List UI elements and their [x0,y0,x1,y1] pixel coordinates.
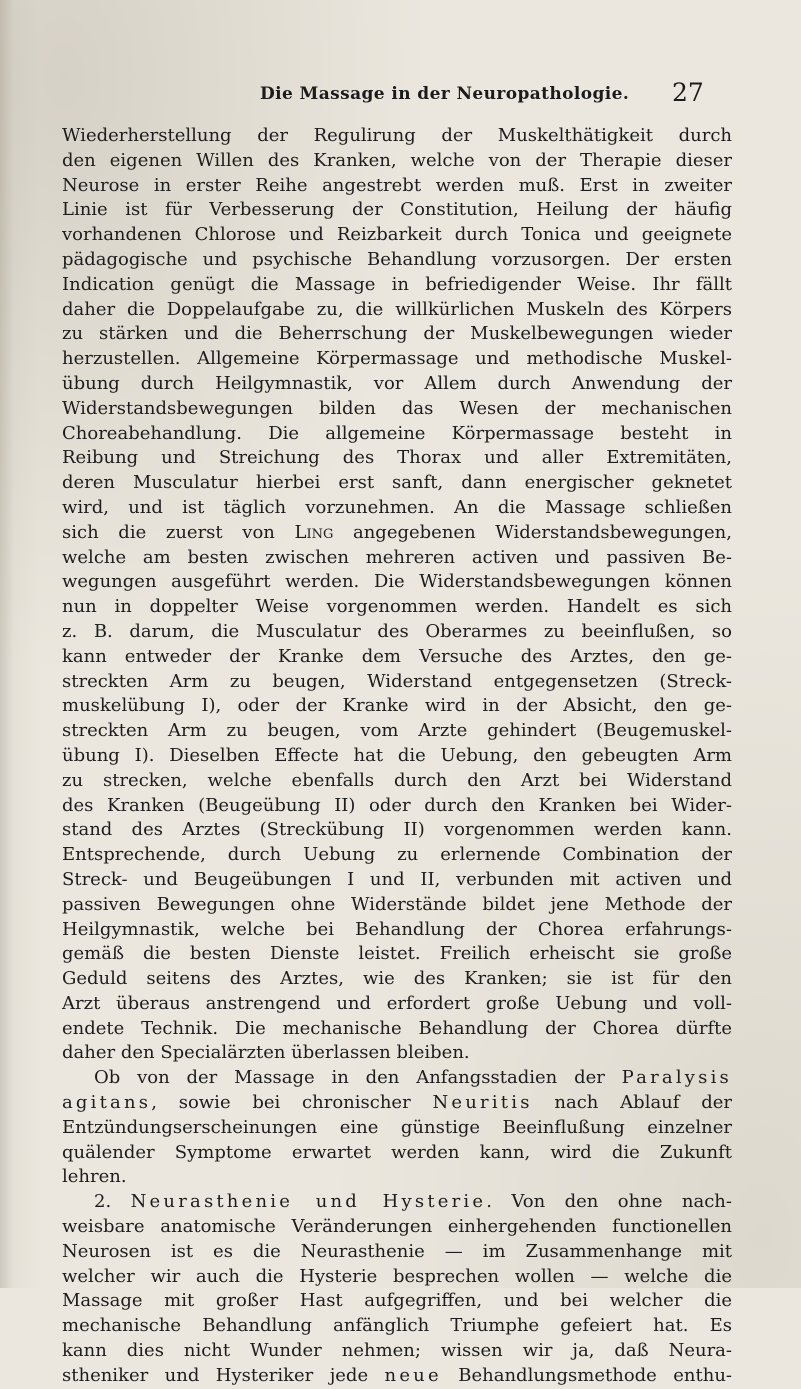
text-line: kann entweder der Kranke dem Versuche des Arztes, den ge- [62,645,732,667]
text-segment: stheniker und Hysteriker jede [62,1364,385,1386]
text-line: herzustellen. Allgemeine Körpermassage und methodische Muskel- [62,348,732,370]
text-line: kann dies nicht Wunder nehmen; wissen wir ja, daß Neura- [62,1340,732,1362]
text-line-agitans [62,1091,732,1116]
text-line: gemäß die besten Dienste leistet. Freilich erheischt sie große [62,943,732,965]
text-line: Linie ist für Verbesserung der Constitution, Heilung der häufig [62,199,732,221]
paragraph-end-line: lehren. [62,1166,127,1188]
text-line: Reibung und Streichung des Thorax und aller Extremitäten, [62,447,732,469]
text-line: den eigenen Willen des Kranken, welche von der Therapie dieser [62,149,732,171]
section-heading-line [62,1190,732,1215]
text-line: vorhandenen Chlorose und Reizbarkeit durch Tonica und geeignete [62,224,732,246]
text-line: des Kranken (Beugeübung II) oder durch den Kranken bei Wider- [62,794,732,816]
text-line: zu stärken und die Beherrschung der Muskelbewegungen wieder [62,323,732,345]
text-line: Wiederherstellung der Regulirung der Muskelthätigkeit durch [62,125,732,146]
text-line: übung durch Heilgymnastik, vor Allem durch Anwendung der [62,372,732,394]
text-segment: angegebenen Widerstandsbewegungen, [333,521,732,543]
text-line: endete Technik. Die mechanische Behandlung der Chorea dürfte [62,1017,732,1039]
text-line: Heilgymnastik, welche bei Behandlung der Chorea erfahrungs- [62,918,732,940]
text-line-neue [62,1364,732,1389]
text-line: streckten Arm zu beugen, Widerstand entgegensetzen (Streck- [62,670,732,692]
text-line: nun in doppelter Weise vorgenommen werden. Handelt es sich [62,596,732,618]
text-line: übung I). Dieselben Effecte hat die Uebung, den gebeugten Arm [62,744,732,766]
text-line: pädagogische und psychische Behandlung vorzusorgen. Der ersten [62,248,732,270]
text-line: welcher wir auch die Hysterie besprechen wollen — welche die [62,1265,732,1287]
text-line: Indication genügt die Massage in befriedigender Weise. Ihr fällt [62,273,732,295]
text-line: passiven Bewegungen ohne Widerstände bildet jene Methode der [62,893,732,915]
running-title: Die Massage in der Neuropathologie. [260,84,630,104]
text-segment: . Von den ohne nach- [486,1191,732,1213]
text-segment: nach Ablauf der [532,1092,732,1114]
text-line: Arzt überaus anstrengend und erfordert große Uebung und voll- [62,992,732,1014]
term-paralysis: Paralysis [621,1067,732,1089]
body-text [62,124,732,1389]
text-line-ling [62,521,732,546]
text-line: welche am besten zwischen mehreren activen und passiven Be- [62,546,732,568]
author-name-ling: Ling [294,521,334,543]
text-segment: , sowie bei chronischer [151,1092,433,1114]
section-title: Neurasthenie und Hysterie [130,1191,487,1213]
page-header [0,78,801,114]
text-line: Streck- und Beugeübungen I und II, verbunden mit activen und [62,868,732,890]
term-neue: neue [384,1364,442,1386]
text-line: Neurosen ist es die Neurasthenie — im Zusammenhange mit [62,1240,732,1262]
text-line: Massage mit großer Hast aufgegriffen, und bei welcher die [62,1290,732,1312]
text-segment: Behandlungsmethode enthu- [441,1364,732,1386]
text-line: muskelübung I), oder der Kranke wird in der Absicht, den ge- [62,695,732,717]
text-line: Neurose in erster Reihe angestrebt werden muß. Erst in zweiter [62,174,732,196]
text-line: mechanische Behandlung anfänglich Triumphe gefeiert hat. Es [62,1315,732,1337]
text-line: daher die Doppelaufgabe zu, die willkürlichen Muskeln des Körpers [62,298,732,320]
text-line: weisbare anatomische Veränderungen einhergehenden functionellen [62,1216,732,1238]
text-line: Choreabehandlung. Die allgemeine Körpermassage besteht in [62,422,732,444]
page-number: 27 [672,78,704,107]
text-line: Geduld seitens des Arztes, wie des Kranken; sie ist für den [62,968,732,990]
text-line: wird, und ist täglich vorzunehmen. An die Massage schließen [62,496,732,518]
text-line: streckten Arm zu beugen, vom Arzte gehindert (Beugemuskel- [62,720,732,742]
text-line: Widerstandsbewegungen bilden das Wesen der mechanischen [62,397,732,419]
text-line: deren Musculatur hierbei erst sanft, dann energischer geknetet [62,472,732,494]
text-line-paralysis [62,1066,732,1091]
text-segment: Ob von der Massage in den Anfangsstadien der [94,1067,622,1089]
text-line: quälender Symptome erwartet werden kann, wird die Zukunft [62,1141,732,1163]
term-neuritis: Neuritis [432,1092,533,1114]
text-segment: sich die zuerst von [62,521,295,543]
text-line: Entzündungserscheinungen eine günstige Beeinflußung einzelner [62,1116,732,1138]
text-line: zu strecken, welche ebenfalls durch den Arzt bei Widerstand [62,769,732,791]
term-agitans: agitans [62,1092,152,1114]
text-line: wegungen ausgeführt werden. Die Widerstandsbewegungen können [62,571,732,593]
text-line: stand des Arztes (Streckübung II) vorgenommen werden kann. [62,819,732,841]
text-line: z. B. darum, die Musculatur des Oberarmes zu beeinflußen, so [62,620,732,642]
section-number: 2. [94,1191,131,1213]
paragraph-end-line: daher den Specialärzten überlassen bleiben. [62,1042,470,1064]
text-line: Entsprechende, durch Uebung zu erlernende Combination der [62,844,732,866]
